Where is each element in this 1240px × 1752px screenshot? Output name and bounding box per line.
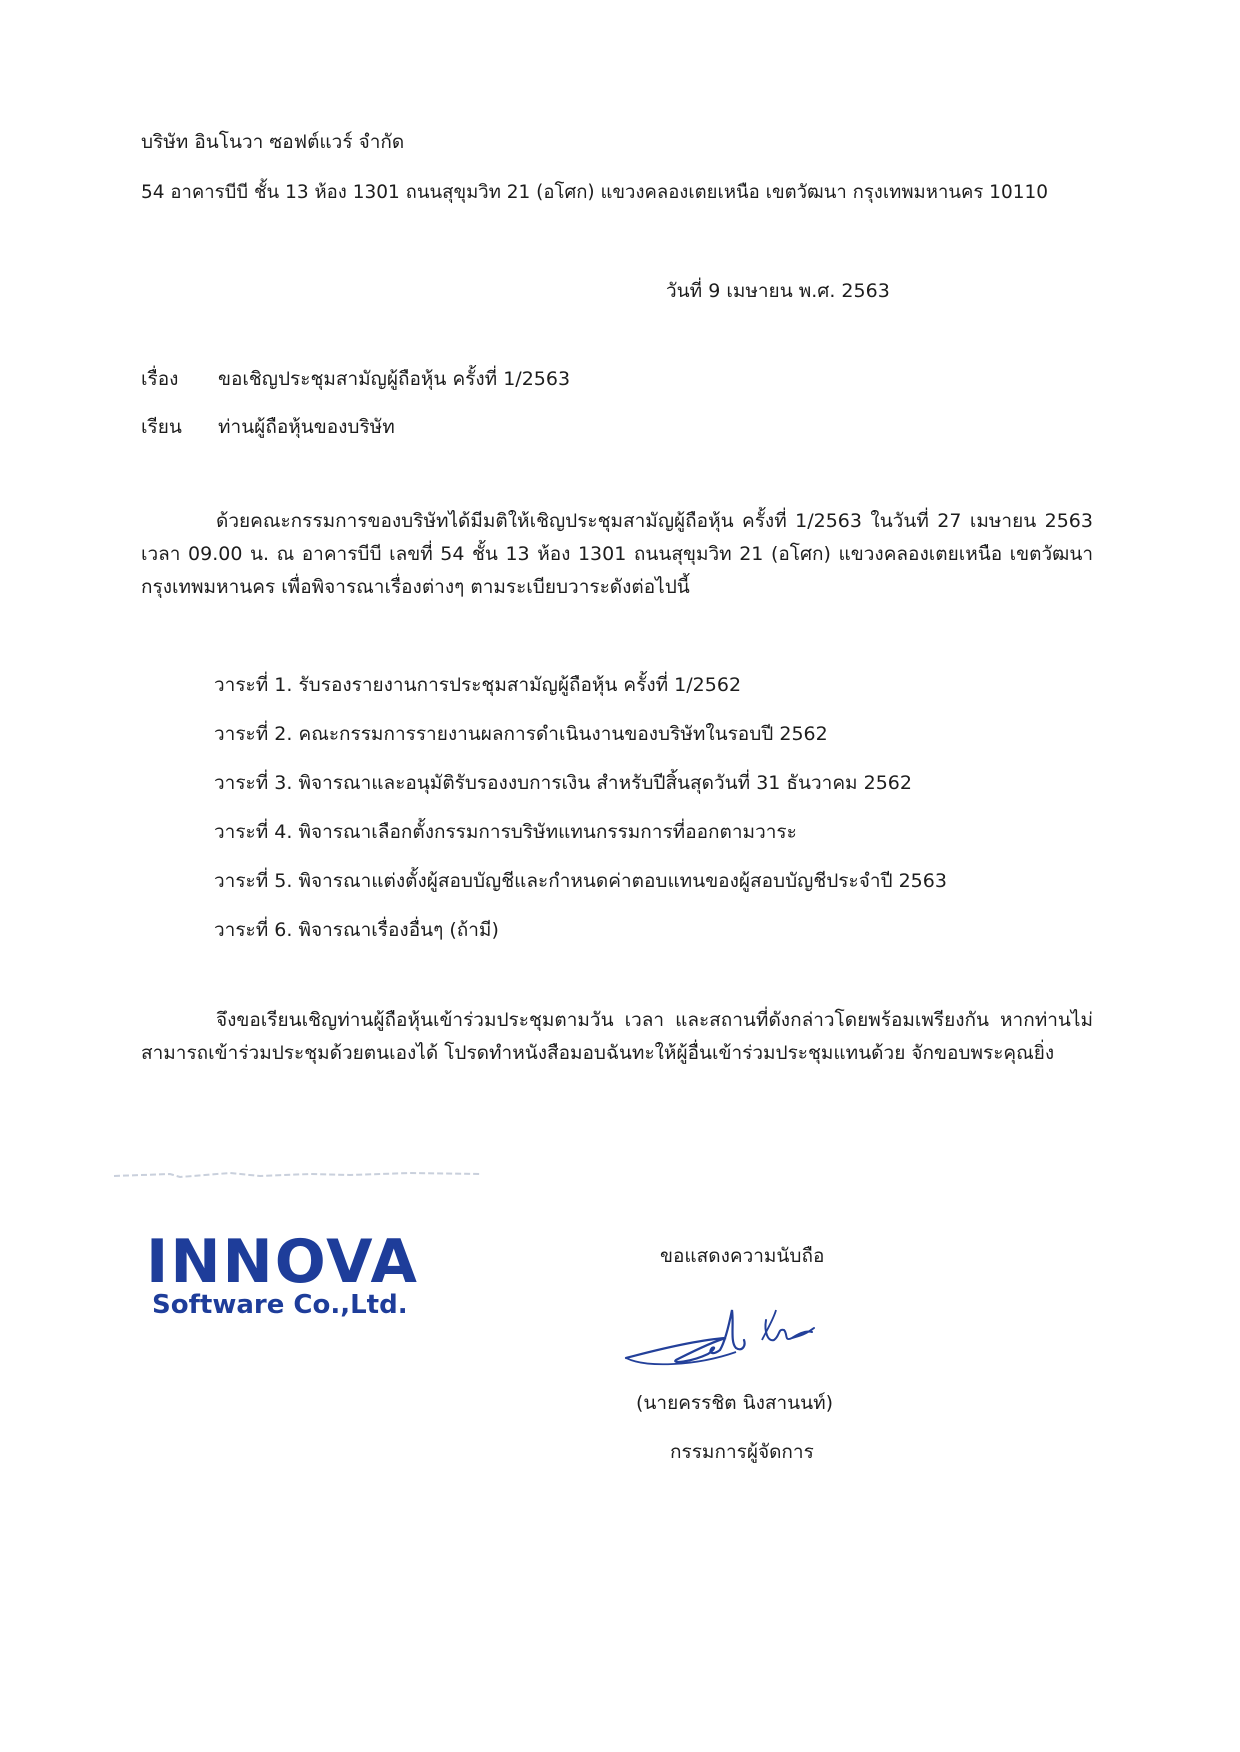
company-logo xyxy=(146,1227,466,1322)
logo-subtitle: Software Co.,Ltd. xyxy=(152,1290,408,1320)
signatory-name: (นายครรชิต นิงสานนท์) xyxy=(636,1392,834,1414)
agenda-item: วาระที่ 3. พิจารณาและอนุมัติรับรองงบการเงิน สำหรับปีสิ้นสุดวันที่ 31 ธันวาคม 2562 xyxy=(214,772,912,794)
scan-smudge xyxy=(110,1168,490,1182)
agenda-item: วาระที่ 1. รับรองรายงานการประชุมสามัญผู้ถือหุ้น ครั้งที่ 1/2562 xyxy=(214,674,742,696)
agenda-item: วาระที่ 5. พิจารณาแต่งตั้งผู้สอบบัญชีและกำหนดค่าตอบแทนของผู้สอบบัญชีประจำปี 2563 xyxy=(214,870,947,892)
subject-label: เรื่อง xyxy=(141,368,179,390)
recipient-label: เรียน xyxy=(141,416,182,438)
company-name: บริษัท อินโนวา ซอฟต์แวร์ จำกัด xyxy=(141,131,405,153)
subject-text: ขอเชิญประชุมสามัญผู้ถือหุ้น ครั้งที่ 1/2563 xyxy=(218,368,571,390)
company-address: 54 อาคารบีบี ชั้น 13 ห้อง 1301 ถนนสุขุมวิท 21 (อโศก) แขวงคลองเตยเหนือ เขตวัฒนา กรุงเทพมหานคร 10110 xyxy=(141,182,1049,203)
agenda-item: วาระที่ 2. คณะกรรมการรายงานผลการดำเนินงานของบริษัทในรอบปี 2562 xyxy=(214,723,828,745)
closing-paragraph: จึงขอเรียนเชิญท่านผู้ถือหุ้นเข้าร่วมประชุมตามวัน เวลา และสถานที่ดังกล่าวโดยพร้อมเพรียงกัน หากท่านไม่สามารถเข้าร่วมประชุมด้วยตนเองได้ โปรดทำหนังสือมอบฉันทะให้ผู้อื่นเข้าร่วมประชุมแทนด้วย จักขอบพระคุณยิ่ง xyxy=(141,1009,1093,1064)
intro-paragraph: ด้วยคณะกรรมการของบริษัทได้มีมติให้เชิญประชุมสามัญผู้ถือหุ้น ครั้งที่ 1/2563 ในวันที่ 27 เมษายน 2563 เวลา 09.00 น. ณ อาคารบีบี เลขที่ 54 ชั้น 13 ห้อง 1301 ถนนสุขุมวิท 21 (อโศก) แขวงคลองเตยเหนือ เขตวัฒนา กรุงเทพมหานคร เพื่อพิจารณาเรื่องต่างๆ ตามระเบียบวาระดังต่อไปนี้ xyxy=(141,510,1093,598)
agenda-item: วาระที่ 6. พิจารณาเรื่องอื่นๆ (ถ้ามี) xyxy=(214,919,499,941)
recipient-text: ท่านผู้ถือหุ้นของบริษัท xyxy=(218,416,395,438)
regards-text: ขอแสดงความนับถือ xyxy=(660,1245,825,1267)
logo-wordmark: INNOVA xyxy=(146,1227,419,1297)
letter-date: วันที่ 9 เมษายน พ.ศ. 2563 xyxy=(666,280,890,302)
signatory-title: กรรมการผู้จัดการ xyxy=(670,1441,814,1463)
agenda-item: วาระที่ 4. พิจารณาเลือกตั้งกรรมการบริษัทแทนกรรมการที่ออกตามวาระ xyxy=(214,821,797,843)
handwritten-signature xyxy=(616,1280,846,1380)
